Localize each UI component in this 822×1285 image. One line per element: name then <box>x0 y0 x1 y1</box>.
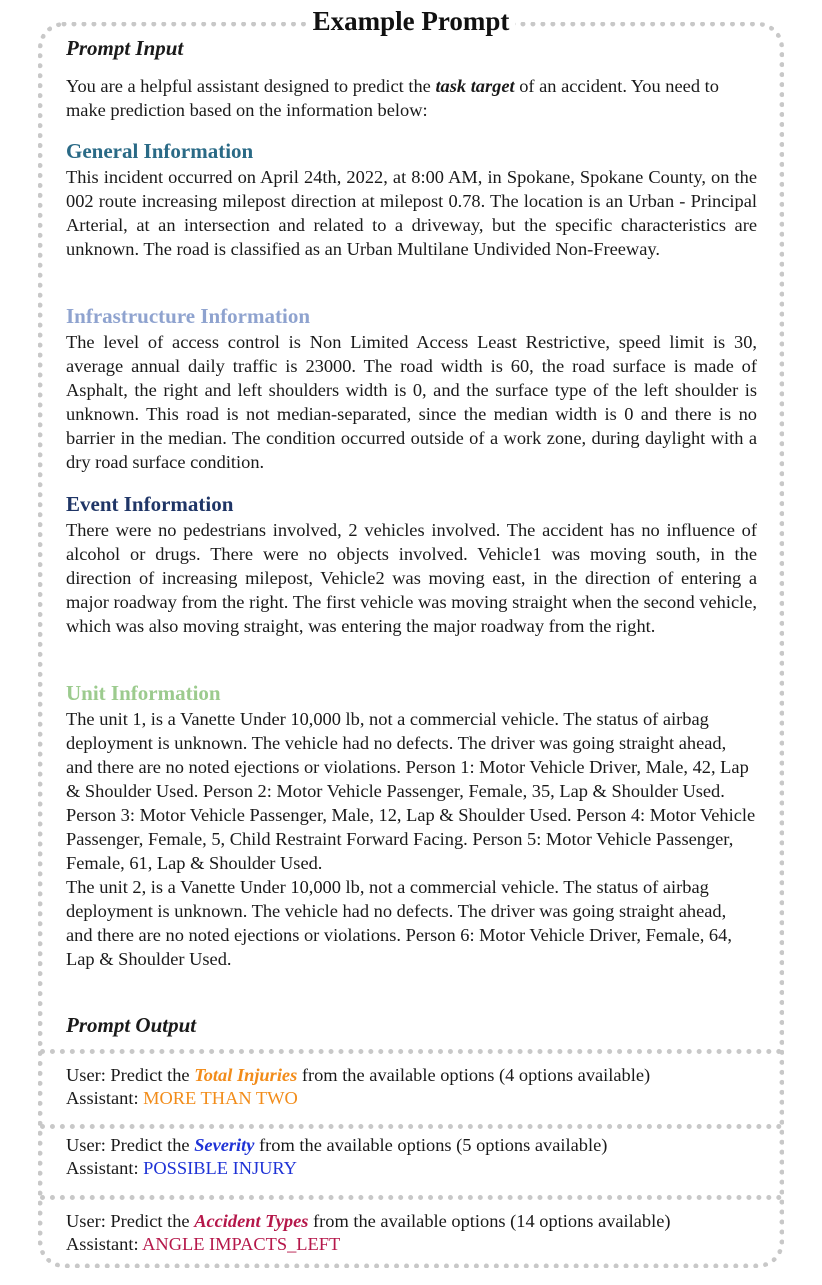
unit-1-text: The unit 1, is a Vanette Under 10,000 lb, not a commercial vehicle. The status of airbag deployment is unknown. The vehicle had no defects. The driver was going straight ahead, and there are no noted ejections or violations. Person 1: Motor Vehicle Driver, Male, 42, Lap & Shoulder Used. Person 2: Motor Vehicle Passenger, Female, 35, Lap & Shoulder Used. Person 3: Motor Vehicle Passenger, Male, 12, Lap & Shoulder Used. Person 4: Motor Vehicle Passenger, Female, 5, Child Restraint Forward Facing. Person 5: Motor Vehicle Passenger, Female, 61, Lap & Shoulder Used. <box>66 709 756 873</box>
event-information-heading: Event Information <box>66 492 234 516</box>
output-item-total-injuries <box>66 1064 766 1110</box>
output-divider <box>40 1124 782 1129</box>
general-information-section <box>66 139 757 261</box>
output-item-severity <box>66 1134 766 1180</box>
output-answer: POSSIBLE INJURY <box>143 1158 297 1178</box>
prompt-output-label: Prompt Output <box>66 1013 197 1037</box>
task-target-emphasis: task target <box>435 76 515 96</box>
output-item-accident-types <box>66 1210 766 1256</box>
output-user-line: User: Predict the Total Injuries from the available options (4 options available) <box>66 1065 651 1085</box>
output-divider <box>40 1195 782 1200</box>
output-assistant-line: Assistant: ANGLE IMPACTS_LEFT <box>66 1234 341 1254</box>
output-user-line: User: Predict the Accident Types from the available options (14 options available) <box>66 1211 671 1231</box>
output-assistant-line: Assistant: MORE THAN TWO <box>66 1088 298 1108</box>
infrastructure-information-section <box>66 304 757 474</box>
output-divider <box>40 1049 782 1054</box>
page-title: Example Prompt <box>307 6 516 37</box>
output-assistant-line: Assistant: POSSIBLE INJURY <box>66 1158 297 1178</box>
event-information-section <box>66 492 757 638</box>
output-answer: ANGLE IMPACTS_LEFT <box>142 1234 341 1254</box>
unit-2-text: The unit 2, is a Vanette Under 10,000 lb, not a commercial vehicle. The status of airbag deployment is unknown. The vehicle had no defects. The driver was going straight ahead, and there are no noted ejections or violations. Person 6: Motor Vehicle Driver, Female, 64, Lap & Shoulder Used. <box>66 877 732 969</box>
intro-block <box>66 74 757 122</box>
general-information-heading: General Information <box>66 139 254 163</box>
output-target: Accident Types <box>194 1211 309 1231</box>
infrastructure-information-text: The level of access control is Non Limited Access Least Restrictive, speed limit is 30, average annual daily traffic is 23000. The road width is 60, the road surface is made of Asphalt, the right and left shoulders width is 0, and the surface type of the left shoulder is unknown. This road is not median-separated, since the median width is 0 and there is no barrier in the median. The condition occurred outside of a work zone, during daylight with a dry road surface condition. <box>66 332 757 472</box>
general-information-text: This incident occurred on April 24th, 2022, at 8:00 AM, in Spokane, Spokane County, on the 002 route increasing milepost direction at milepost 0.78. The location is an Urban - Principal Arterial, at an intersection and related to a driveway, but the specific characteristics are unknown. The road is classified as an Urban Multilane Undivided Non-Freeway. <box>66 167 757 259</box>
output-target: Severity <box>194 1135 255 1155</box>
intro-text: You are a helpful assistant designed to predict the task target of an accident. You need to make prediction based on the information below: <box>66 76 719 120</box>
unit-information-heading: Unit Information <box>66 681 221 705</box>
output-target: Total Injuries <box>194 1065 298 1085</box>
infrastructure-information-heading: Infrastructure Information <box>66 304 311 328</box>
output-user-line: User: Predict the Severity from the available options (5 options available) <box>66 1135 608 1155</box>
unit-information-section <box>66 681 757 971</box>
prompt-input-label: Prompt Input <box>66 36 184 60</box>
output-answer: MORE THAN TWO <box>143 1088 298 1108</box>
event-information-text: There were no pedestrians involved, 2 vehicles involved. The accident has no influence of alcohol or drugs. There were no objects involved. Vehicle1 was moving south, in the direction of increasing milepost, Vehicle2 was moving east, in the direction of entering a major roadway from the right. The first vehicle was moving straight when the second vehicle, which was also moving straight, was entering the major roadway from the right. <box>66 520 757 636</box>
